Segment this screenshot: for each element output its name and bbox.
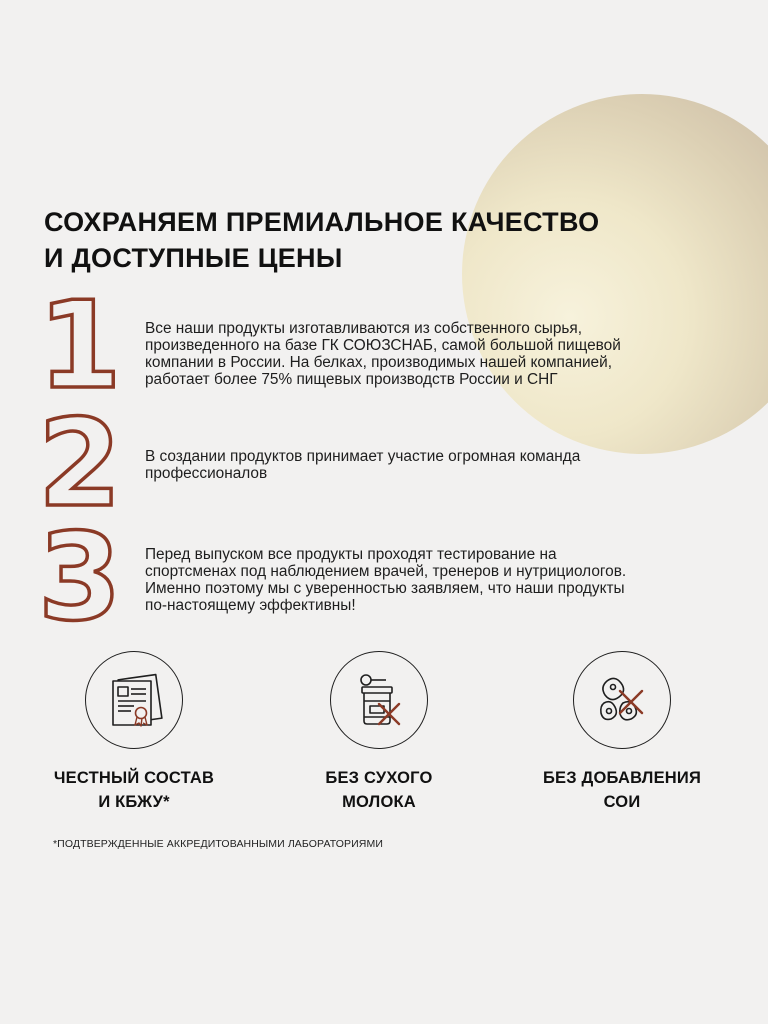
item-1-line-2: произведенного на базе ГК СОЮЗСНАБ, самой большой пищевой: [145, 337, 621, 354]
feature-honest-composition: [44, 651, 224, 814]
page-title: [44, 204, 599, 276]
item-1-line-4: работает более 75% пищевых производств России и СНГ: [145, 371, 558, 388]
feature-label: [44, 766, 224, 814]
feature-icon-circle: [573, 651, 671, 749]
item-number-3: 3: [38, 509, 122, 648]
feature-icon-circle: [85, 651, 183, 749]
no-soy-icon: [589, 667, 655, 733]
feature-2-line-1: БЕЗ СУХОГО: [325, 769, 433, 787]
item-2-line-1: В создании продуктов принимает участие огромная команда: [145, 448, 581, 465]
footnote: *ПОДТВЕРЖДЕННЫЕ АККРЕДИТОВАННЫМИ ЛАБОРАТОРИЯМИ: [53, 838, 383, 850]
item-number-2: 2: [38, 395, 122, 534]
feature-3-line-2: СОИ: [603, 793, 641, 811]
feature-1-line-2: И КБЖУ*: [98, 793, 170, 811]
feature-3-line-1: БЕЗ ДОБАВЛЕНИЯ: [542, 769, 702, 787]
feature-no-milk-powder: [289, 651, 469, 814]
item-3-line-4: по-настоящему эффективны!: [145, 597, 356, 614]
feature-2-line-2: МОЛОКА: [342, 793, 416, 811]
item-1-line-1: Все наши продукты изготавливаются из собственного сырья,: [145, 320, 583, 337]
feature-icon-circle: [330, 651, 428, 749]
no-milk-powder-icon: [346, 667, 412, 733]
item-description-1: [145, 320, 705, 388]
feature-no-soy: [532, 651, 712, 814]
item-description-2: [145, 448, 705, 482]
feature-label: [289, 766, 469, 814]
item-number-1: 1: [38, 277, 122, 416]
item-3-line-1: Перед выпуском все продукты проходят тестирование на: [145, 546, 557, 563]
title-line-1: СОХРАНЯЕМ ПРЕМИАЛЬНОЕ КАЧЕСТВО: [44, 207, 600, 237]
certificate-icon: [101, 667, 167, 733]
item-3-line-2: спортсменах под наблюдением врачей, тренеров и нутрициологов.: [145, 563, 627, 580]
item-2-line-2: профессионалов: [145, 465, 268, 482]
item-3-line-3: Именно поэтому мы с уверенностью заявляем, что наши продукты: [145, 580, 625, 597]
item-description-3: [145, 546, 705, 614]
title-line-2: И ДОСТУПНЫЕ ЦЕНЫ: [44, 243, 343, 273]
feature-1-line-1: ЧЕСТНЫЙ СОСТАВ: [53, 769, 215, 787]
item-1-line-3: компании в России. На белках, производимых нашей компанией,: [145, 354, 612, 371]
feature-label: [532, 766, 712, 814]
